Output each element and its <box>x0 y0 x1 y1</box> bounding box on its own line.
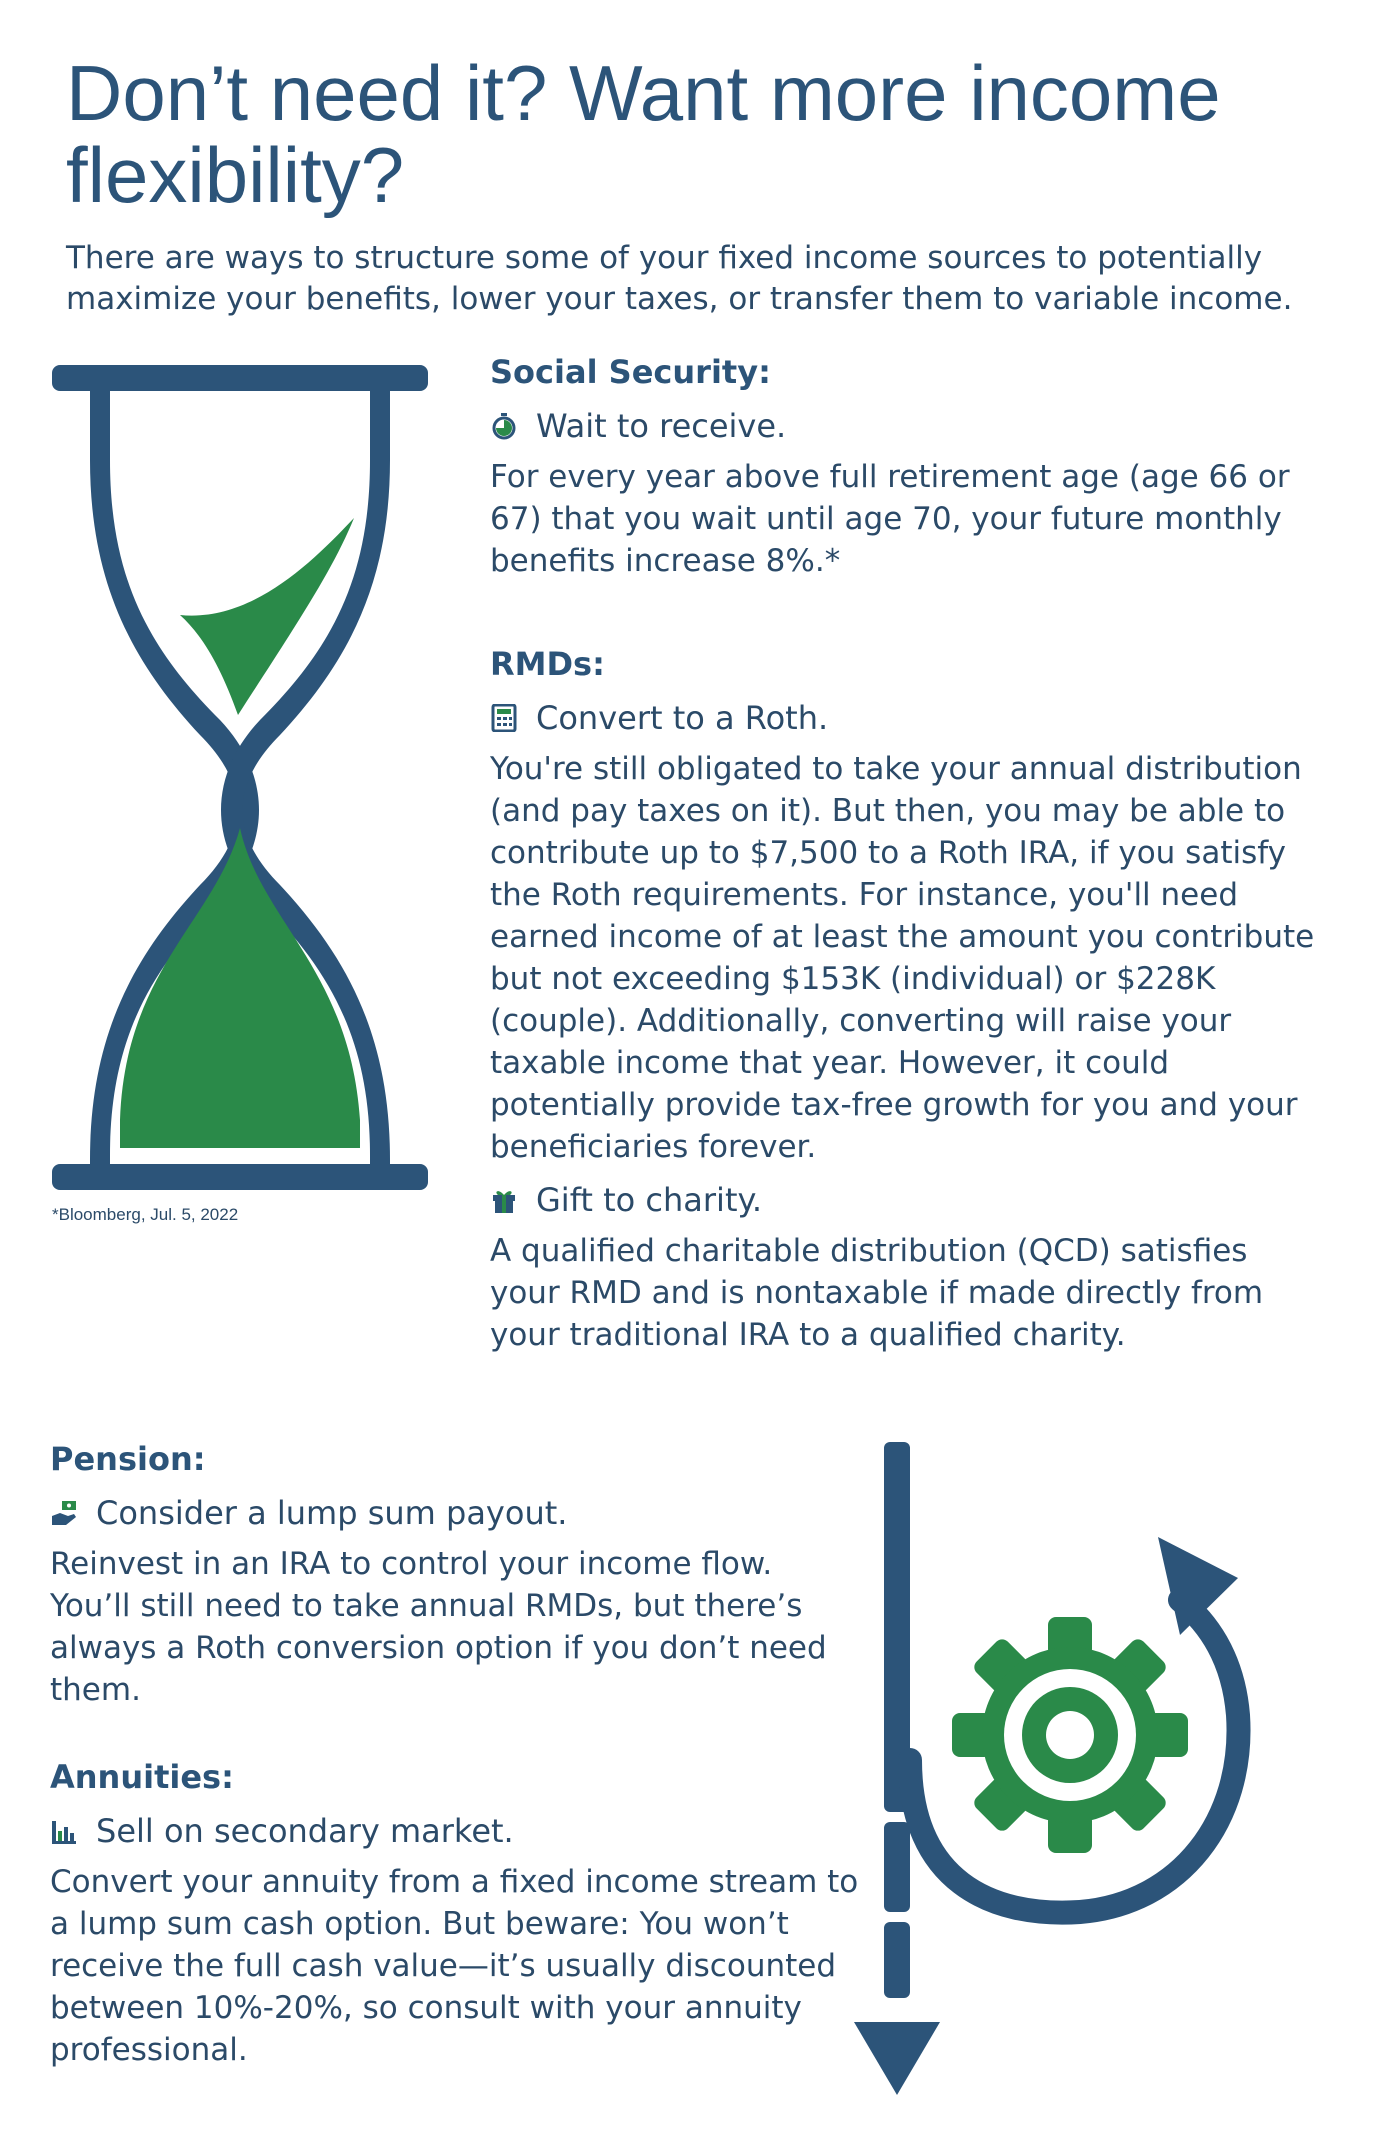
bar-chart-icon <box>50 1817 78 1845</box>
rmds-heading: RMDs: <box>490 645 605 683</box>
social-security-text: For every year above full retirement age (age 66 or 67) that you wait until age 70, your future monthly benefits increase 8%.* <box>490 459 1290 579</box>
rmds-roth-option-label: Convert to a Roth. <box>536 699 829 737</box>
rmds-roth-text: You're still obligated to take your annual distribution (and pay taxes on it). But then, you may be able to contribute up to $7,500 to a Roth IRA, if you satisfy the Roth requirements. For instance, you'll need earned income of at least the amount you contribute but not exceeding $153K (individual) or $228K (couple). Additionally, converting will raise your taxable income that year. However, it could potentially provide tax-free growth for you and your beneficiaries forever. <box>490 751 1315 1165</box>
page-title: Don’t need it? Want more income flexibility? <box>66 49 1221 219</box>
pension-option-label: Consider a lump sum payout. <box>96 1494 568 1532</box>
hourglass-illustration <box>50 360 430 1195</box>
pension-option <box>50 1491 860 1535</box>
calculator-icon <box>490 704 518 732</box>
annuities-option-label: Sell on secondary market. <box>96 1812 514 1850</box>
pension-heading: Pension: <box>50 1440 206 1478</box>
pension-text: Reinvest in an IRA to control your income flow. You’ll still need to take annual RMDs, but there’s always a Roth conversion option if you don’t need them. <box>50 1546 827 1708</box>
social-security-option <box>490 404 1320 448</box>
gift-icon <box>490 1186 518 1214</box>
social-security-heading: Social Security: <box>490 353 771 391</box>
rmds-charity-option-label: Gift to charity. <box>536 1181 763 1219</box>
arrow-gear-illustration <box>840 1440 1280 2100</box>
rmds-charity-text: A qualified charitable distribution (QCD) satisfies your RMD and is nontaxable if made directly from your traditional IRA to a qualified charity. <box>490 1233 1264 1353</box>
rmds-charity-option <box>490 1178 1320 1222</box>
annuities-text: Convert your annuity from a fixed income stream to a lump sum cash option. But beware: You won’t receive the full cash value—it’s usually discounted between 10%-20%, so consult with your annuity professional. <box>50 1864 859 2068</box>
annuities-heading: Annuities: <box>50 1758 234 1796</box>
right-column <box>490 350 1320 1356</box>
annuities-option <box>50 1809 860 1853</box>
intro-text: There are ways to structure some of your fixed income sources to potentially maximize your benefits, lower your taxes, or transfer them to variable income. <box>66 240 1293 317</box>
social-security-option-label: Wait to receive. <box>536 407 787 445</box>
money-hand-icon <box>50 1499 78 1527</box>
left-column <box>50 1437 860 2071</box>
rmds-roth-option <box>490 696 1320 740</box>
stopwatch-icon <box>490 412 518 440</box>
footnote: *Bloomberg, Jul. 5, 2022 <box>52 1205 239 1224</box>
